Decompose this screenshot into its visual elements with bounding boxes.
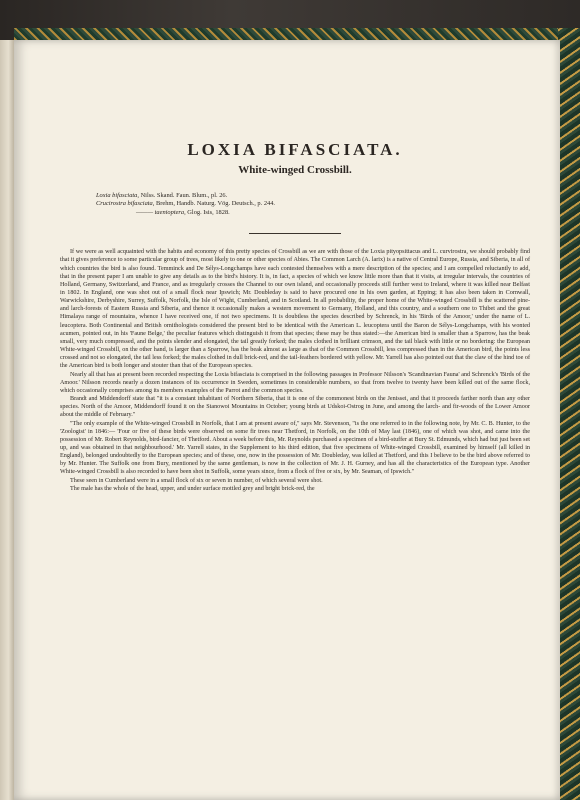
section-divider: [249, 233, 341, 234]
synonym-line: [96, 200, 530, 208]
body-paragraph: Brandt and Middendorff state that "it is a constant inhabitant of Northern Siberia, that it is one of the commonest birds on the Jenissei, and that it proceeds farther north than any other species. North of the Amoor, Middendorff found it on the Stanowoi Mountains in October; young birds at Udskoi-Ostrog in June, and among the larch- and fir-woods of the Lower Amoor about the middle of February.": [60, 396, 530, 419]
body-paragraph: "The only example of the White-winged Crossbill in Norfolk, that I am at present aware of," says Mr. Stevenson, "is the one referred to in the following note, by Mr. C. B. Hunter, to the 'Zoologist' in 1846:— 'Four or five of these birds were observed on some fir trees near Thetford, in Norfolk, on the 10th of May last (1846), one of which was shot, and came into the possession of Mr. Robert Reynolds, bird-fancier, of Thetford. About a week before this, Mr. Reynolds purchased a specimen of a bird-stuffer at Bury St. Edmunds, which had but just been set up, and was obtained in that neighbourhood.' Mr. Yarrell states, in the Supplement to his third edition, that five specimens of White-winged Crossbill, examined by himself (all killed in England), belonged undoubtedly to the European species; and of these, one, now in the possession of Mr. Doubleday, was killed at Thetford, and this I believe to be the bird above referred to by Mr. Hunter. The Suffolk one from Bury, mentioned by the same gentleman, is now in the collection of Mr. J. H. Gurney, and has all the characteristics of the European type. Another White-winged Crossbill is also recorded to have been shot in Suffolk, some years since, from a flock of five or six, by Mr. Seaman, of Ipswich.": [60, 420, 530, 476]
synonymy-list: [96, 192, 530, 217]
common-name: White-winged Crossbill.: [238, 164, 352, 176]
synonym-reference: , Nilss. Skand. Faun. Blum., pl. 26.: [137, 192, 228, 199]
facing-page-edge: [0, 40, 14, 800]
body-paragraph: Nearly all that has at present been recorded respecting the Loxia bifasciata is comprised in the following passages in Professor Nilsson's 'Scandinavian Fauna' and Schrenck's 'Birds of the Amoor.' Nilsson records nearly a dozen instances of its occurrence in Sweden, sometimes in considerable numbers, so that from twelve to twenty have been killed out of the same flock, which occasionally comprises among its members examples of the Parrot and the common species.: [60, 371, 530, 394]
synonym-reference: , Brehm, Handb. Naturg. Vög. Deutsch., p. 244.: [152, 200, 276, 208]
body-paragraph: If we were as well acquainted with the habits and economy of this pretty species of Crossbill as we are with those of the Loxia pityopsittacus and L. curvirostra, we should probably find that it gives preference to some particular group of trees, most likely to one or other species of Abies. The Common Larch (A. larix) is a native of Central Europe, Russia, and Siberia, in all of which countries the bird is also found. Temminck and De Sélys-Longchamps have each contested themselves with a mere description of the species; and I am compelled reluctantly to add, that in the present paper I am unable to give any details as to the bird's history. It is, in fact, a species of which we know little more than that it visits, at irregular intervals, the countries of Holland, Germany, Switzerland, and France, and as irregularly crosses the Channel to our own island, and occasionally proceeds still further west to Ireland, where it was killed near Belfast in 1802. In England, one was shot out of a small flock near Ipswich; Mr. Doubleday is said to have procured one in his own garden, at Epping; it has also been taken in Cornwall, Warwickshire, Derbyshire, Surrey, Suffolk, Norfolk, the Isle of Wight, Cumberland, and in Scotland. In all probability, the proper home of the White-winged Crossbill is the scattered pine- and larch-forests of Eastern Russia and Siberia, and thence it occasionally makes a western movement to Germany, Holland, and this country, and a southern one to Thibet and the great Himalaya range of mountains, whence I have received one, if not two specimens. It is doubtless the species described by Schrenck, in his 'Birds of the Amoor,' under the name of L. leucoptera. Both Continental and British ornithologists considered the present bird to be identical with the American L. leucoptera until the Baron de Sélys-Longchamps, with his wonted acumen, pointed out, in his 'Faune Belge,' the peculiar features which distinguish it from that species; these may be thus stated:—the American bird is smaller than a Sparrow, has the beak small, very much compressed, and the points slender and elongated, the tail greatly forked; the males clothed in brilliant crimson, and the tail black with little or no bordering: the European White-winged Crossbill, on the other hand, is larger than a Sparrow, has the beak almost as large as that of the Common Crossbill, less compressed than in the American bird, the points less crossed and not so elongated, the tail less forked; the males clothed in dull brick-red, and the tail-feathers bordered with yellow. Mr. Yarrell has also pointed out that the claw of the hind toe of the American bird is both longer and stouter than that of the European species.: [60, 249, 530, 370]
synonym-species: ——— taeniopterа: [136, 208, 185, 216]
book-page: [14, 40, 560, 800]
synonym-reference: , Glog. Isis, 1828.: [184, 208, 230, 216]
body-paragraph: These seen in Cumberland were in a small flock of six or seven in number, of which several were shot.: [70, 477, 323, 484]
marbled-endpaper-right: [558, 28, 580, 800]
synonym-line: [96, 192, 530, 200]
synonym-species: Crucirostra bifasciata: [96, 200, 153, 208]
synonym-line: [136, 209, 530, 217]
synonym-species: Loxia bifasciata: [96, 192, 138, 199]
species-title: LOXIA BIFASCIATA.: [187, 140, 403, 159]
page-content: [60, 140, 530, 493]
body-paragraph: The male has the whole of the head, upper, and under surface mottled grey and bright brick-red, the: [70, 485, 315, 492]
